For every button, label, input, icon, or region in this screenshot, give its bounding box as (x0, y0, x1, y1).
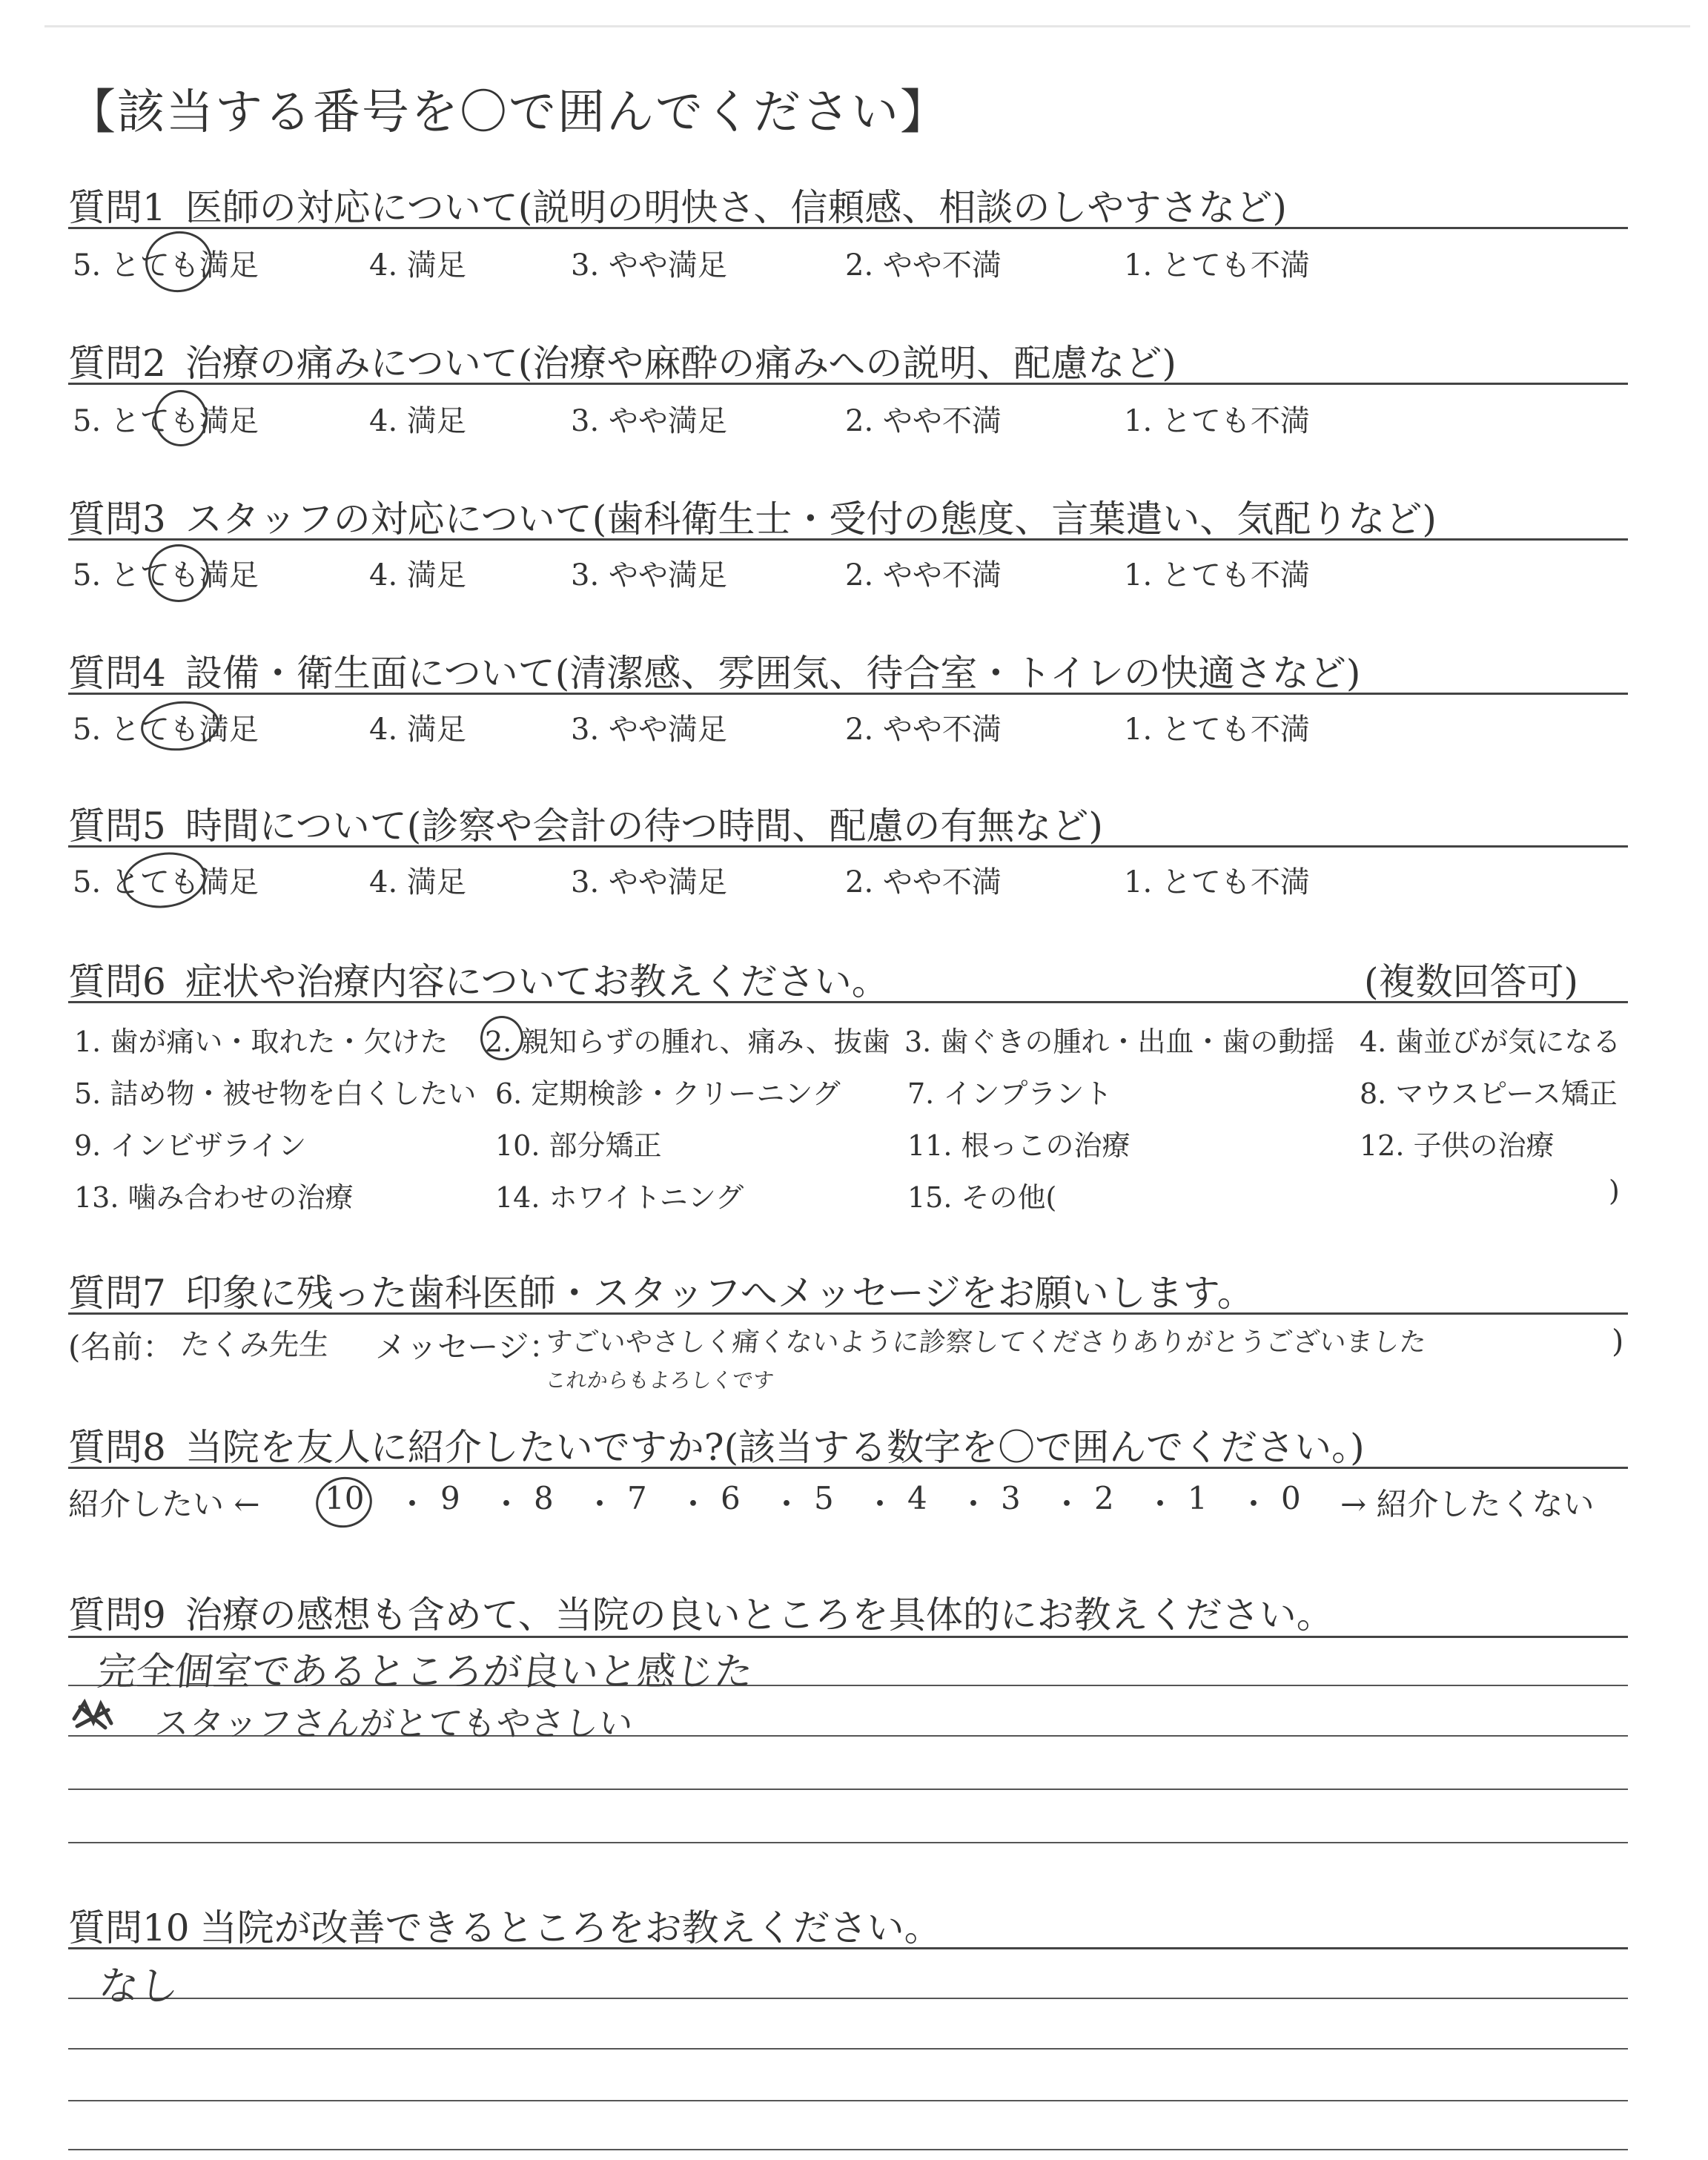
q6-option-15[interactable]: 15. その他( (907, 1181, 1057, 1214)
q10-answer-line-2 (68, 2048, 1628, 2050)
q8-scale-5[interactable]: 5 (814, 1480, 834, 1516)
q6-option-12[interactable]: 12. 子供の治療 (1360, 1129, 1555, 1162)
q10-answer-line-4 (68, 2149, 1628, 2150)
q4-option-5[interactable]: 5. とても満足 (73, 713, 259, 747)
question-2-text: 治療の痛みについて(治療や麻酔の痛みへの説明、配慮など) (185, 342, 1176, 385)
q6-option-11[interactable]: 11. 根っこの治療 (907, 1129, 1131, 1162)
q6-option-15-close: ) (1609, 1175, 1620, 1207)
question-4-title (68, 644, 1360, 697)
question-3-title (68, 489, 1437, 543)
q5-option-2[interactable]: 2. やや不満 (845, 865, 1002, 899)
q5-option-3[interactable]: 3. やや満足 (571, 865, 727, 899)
q3-option-1[interactable]: 1. とても不満 (1124, 558, 1310, 592)
q10-answer-line-3 (68, 2100, 1628, 2101)
scan-top-edge (44, 25, 1690, 27)
form-header: 【該当する番号を〇で囲んでください】 (68, 85, 949, 140)
q10-answer-line-1 (68, 1998, 1628, 1999)
q8-dot: ・ (1238, 1486, 1270, 1522)
q1-option-2[interactable]: 2. やや不満 (845, 248, 1002, 283)
q9-answer-text-1[interactable]: 完全個室であるところが良いと感じた (95, 1650, 755, 1694)
question-8-rule (68, 1467, 1628, 1469)
q1-option-5[interactable]: 5. とても満足 (73, 248, 259, 283)
q2-option-2[interactable]: 2. やや不満 (845, 404, 1002, 438)
question-5-title (68, 796, 1103, 850)
q6-option-3[interactable]: 3. 歯ぐきの腫れ・出血・歯の動揺 (904, 1025, 1335, 1058)
q1-option-1[interactable]: 1. とても不満 (1124, 248, 1310, 283)
q8-scale-1[interactable]: 1 (1188, 1480, 1208, 1516)
q4-option-3[interactable]: 3. やや満足 (571, 713, 727, 747)
q8-scale-9[interactable]: 9 (440, 1480, 460, 1516)
q8-dot: ・ (1145, 1486, 1176, 1522)
question-10-number: 質問10 (68, 1906, 190, 1949)
question-9-title (68, 1585, 1334, 1639)
q5-selected-circle (119, 848, 209, 914)
q6-option-1[interactable]: 1. 歯が痛い・取れた・欠けた (74, 1025, 448, 1058)
question-8-title (68, 1418, 1365, 1471)
q3-option-3[interactable]: 3. やや満足 (571, 558, 727, 592)
q8-dot: ・ (584, 1486, 616, 1522)
q8-right-label: → 紹介したくない (1340, 1486, 1595, 1522)
question-6-number: 質問6 (68, 960, 166, 1003)
question-4-rule (68, 693, 1628, 695)
question-1-number: 質問1 (68, 186, 166, 229)
q8-scale-4[interactable]: 4 (907, 1480, 927, 1516)
q8-selected-circle (311, 1472, 377, 1533)
q8-dot: ・ (958, 1486, 990, 1522)
scribble-icon (71, 1697, 116, 1732)
question-9-rule (68, 1636, 1628, 1638)
q6-option-2[interactable]: 2. 親知らずの腫れ、痛み、抜歯 (485, 1025, 890, 1058)
question-1-rule (68, 227, 1628, 229)
question-5-text: 時間について(診察や会計の待つ時間、配慮の有無など) (185, 805, 1103, 848)
q6-option-14[interactable]: 14. ホワイトニング (495, 1181, 744, 1214)
question-9-number: 質問9 (68, 1593, 166, 1636)
q7-message-label: メッセージ： (375, 1329, 560, 1365)
question-9-text: 治療の感想も含めて、当院の良いところを具体的にお教えください。 (185, 1593, 1334, 1636)
q6-option-5[interactable]: 5. 詰め物・被せ物を白くしたい (74, 1077, 477, 1110)
q8-scale-2[interactable]: 2 (1094, 1480, 1114, 1516)
q8-scale-3[interactable]: 3 (1001, 1480, 1021, 1516)
q7-message-line-1[interactable]: すごいやさしく痛くないように診察してくださりありがとうございました (543, 1327, 1428, 1358)
question-3-rule (68, 538, 1628, 541)
q6-option-8[interactable]: 8. マウスピース矯正 (1360, 1077, 1618, 1110)
q8-scale-6[interactable]: 6 (721, 1480, 741, 1516)
q2-option-5[interactable]: 5. とても満足 (73, 404, 259, 438)
question-5-rule (68, 845, 1628, 848)
q10-answer-text-1[interactable]: なし (96, 1963, 182, 2009)
question-7-title (68, 1264, 1254, 1317)
q8-dot: ・ (864, 1486, 896, 1522)
q3-selected-circle (148, 544, 209, 602)
q2-option-1[interactable]: 1. とても不満 (1124, 404, 1310, 438)
q8-dot: ・ (771, 1486, 803, 1522)
q4-option-4[interactable]: 4. 満足 (369, 713, 466, 747)
q6-option-10[interactable]: 10. 部分矯正 (495, 1129, 662, 1162)
q3-option-5[interactable]: 5. とても満足 (73, 558, 259, 592)
question-10-title (68, 1898, 941, 1952)
question-1-title (68, 178, 1287, 231)
q8-scale-8[interactable]: 8 (534, 1480, 554, 1516)
question-3-text: スタッフの対応について(歯科衛生士・受付の態度、言葉遣い、気配りなど) (185, 498, 1437, 541)
question-2-number: 質問2 (68, 342, 166, 385)
question-7-text: 印象に残った歯科医師・スタッフへメッセージをお願いします。 (185, 1272, 1254, 1315)
q6-option-13[interactable]: 13. 噛み合わせの治療 (74, 1181, 354, 1214)
q3-option-4[interactable]: 4. 満足 (369, 558, 466, 592)
q4-option-2[interactable]: 2. やや不満 (845, 713, 1002, 747)
q6-option-4[interactable]: 4. 歯並びが気になる (1360, 1025, 1621, 1058)
question-8-number: 質問8 (68, 1426, 166, 1469)
question-2-rule (68, 383, 1628, 385)
q8-scale-0[interactable]: 0 (1281, 1480, 1301, 1516)
q6-option-6[interactable]: 6. 定期検診・クリーニング (495, 1077, 841, 1110)
question-3-number: 質問3 (68, 498, 166, 541)
q2-selected-circle (154, 390, 208, 446)
question-6-text: 症状や治療内容についてお教えください。 (185, 960, 889, 1003)
q8-dot: ・ (1051, 1486, 1083, 1522)
question-5-number: 質問5 (68, 805, 166, 848)
q6-option-7[interactable]: 7. インプラント (907, 1077, 1113, 1110)
q8-scale-7[interactable]: 7 (627, 1480, 647, 1516)
question-6-rule (68, 1001, 1628, 1003)
question-6-title (68, 952, 889, 1005)
q9-answer-line-4 (68, 1842, 1628, 1843)
q9-answer-line-3 (68, 1789, 1628, 1790)
q7-message-line-2[interactable]: これからもよろしくです (544, 1368, 775, 1393)
q8-scale-10[interactable]: 10 (325, 1480, 365, 1516)
q8-dot: ・ (491, 1486, 523, 1522)
q1-option-3[interactable]: 3. やや満足 (571, 248, 727, 283)
question-10-text: 当院が改善できるところをお教えください。 (199, 1906, 941, 1949)
q5-option-5[interactable]: 5. とても満足 (73, 865, 259, 899)
q1-selected-circle (141, 226, 217, 297)
q4-option-1[interactable]: 1. とても不満 (1124, 713, 1310, 747)
q5-option-1[interactable]: 1. とても不満 (1124, 865, 1310, 899)
q5-option-4[interactable]: 4. 満足 (369, 865, 466, 899)
question-8-text: 当院を友人に紹介したいですか?(該当する数字を〇で囲んでください。) (185, 1426, 1365, 1469)
q2-option-4[interactable]: 4. 満足 (369, 404, 466, 438)
q9-answer-text-2[interactable]: スタッフさんがとてもやさしい (153, 1703, 635, 1743)
q3-option-2[interactable]: 2. やや不満 (845, 558, 1002, 592)
q1-option-4[interactable]: 4. 満足 (369, 248, 466, 283)
q8-dot: ・ (678, 1486, 709, 1522)
q8-dot: ・ (397, 1486, 428, 1522)
q8-left-label: 紹介したい ← (68, 1486, 260, 1522)
q7-name-value[interactable]: たくみ先生 (179, 1328, 331, 1362)
q2-option-3[interactable]: 3. やや満足 (571, 404, 727, 438)
question-4-text: 設備・衛生面について(清潔感、雰囲気、待合室・トイレの快適さなど) (185, 652, 1361, 695)
question-7-number: 質問7 (68, 1272, 166, 1315)
question-10-rule (68, 1947, 1628, 1949)
q7-close-paren: ) (1612, 1323, 1624, 1359)
question-2-title (68, 334, 1176, 387)
question-6-note: (複数回答可) (1364, 960, 1579, 1003)
q6-selected-circle (480, 1016, 523, 1060)
question-1-text: 医師の対応について(説明の明快さ、信頼感、相談のしやすさなど) (185, 186, 1287, 229)
question-7-rule (68, 1312, 1628, 1315)
q6-option-9[interactable]: 9. インビザライン (74, 1129, 307, 1162)
question-4-number: 質問4 (68, 652, 166, 695)
q7-name-label: (名前： (68, 1329, 174, 1365)
